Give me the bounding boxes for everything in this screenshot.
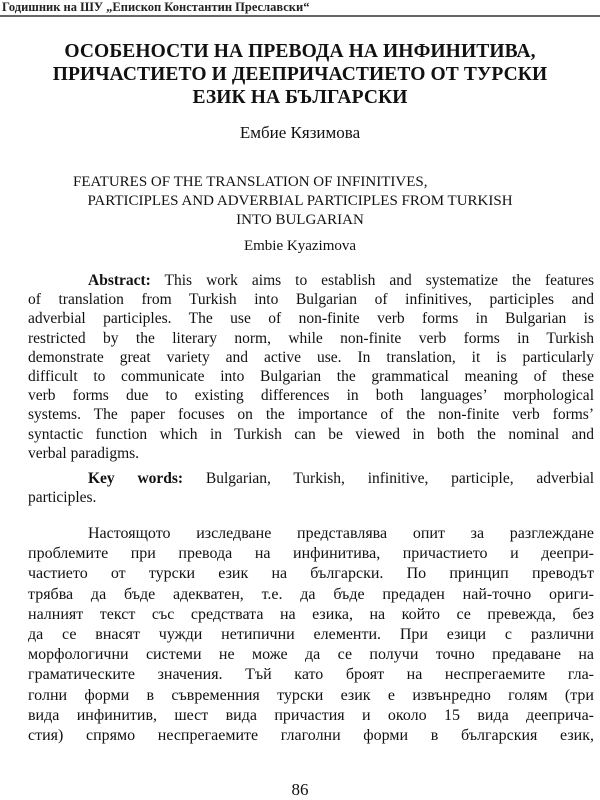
- body-line: стия) спрямо неспрегаемите глаголни форми в българския език,: [28, 727, 594, 745]
- abstract-line: restricted by the literary norm, while non-finite verb forms in Turkish: [28, 329, 594, 347]
- abstract-line: demonstrate great variety and active use. In translation, it is particularly: [28, 348, 594, 366]
- abstract-line: verb forms due to existing differences in both languages’ morphological: [28, 387, 594, 405]
- title-line: INTO BULGARIAN: [236, 212, 364, 228]
- author-english: Embie Kyazimova: [243, 238, 357, 254]
- abstract-line: difficult to communicate into Bulgarian the grammatical meaning of these: [28, 368, 594, 386]
- running-head: Годишник на ШУ „Епископ Константин Преславски“: [2, 0, 310, 14]
- abstract-line: adverbial participles. The use of non-finite verb forms in Bulgarian is: [28, 310, 594, 328]
- body-line: морфологични системи не може да се получи точно предаване на: [28, 646, 594, 664]
- abstract: [28, 271, 594, 463]
- body-line: частието от турски език на български. По принцип преводът: [28, 565, 594, 583]
- abstract-line: systems. The paper focuses on the importance of the non-finite verb forms’: [28, 406, 594, 424]
- author-bulgarian: Ембие Кязимова: [239, 123, 361, 142]
- title-line: ЕЗИК НА БЪЛГАРСКИ: [192, 87, 408, 108]
- body-line: да се внасят чужди нетипични елементи. При езици с различни: [28, 626, 594, 644]
- abstract-line: verbal paradigms.: [28, 444, 140, 462]
- abstract-line: syntactic function which in Turkish can be viewed in both the nominal and: [28, 425, 594, 443]
- title-line: ОСОБЕНОСТИ НА ПРЕВОДА НА ИНФИНИТИВА,: [64, 41, 536, 62]
- title-line: ПРИЧАСТИЕТО И ДЕЕПРИЧАСТИЕТО ОТ ТУРСКИ: [52, 64, 548, 85]
- body-line: Настоящото изследване представлява опит за разглеждане: [88, 525, 594, 542]
- body-line: трябва да бъде адекватен, т.е. да бъде предаден най-точно ориги-: [28, 585, 594, 603]
- keywords-line: participles.: [28, 489, 97, 507]
- title-bulgarian: [0, 40, 600, 109]
- header-divider: [0, 15, 600, 17]
- body-line: граматическите значения. Тъй като броят на неспрегаемите гла-: [28, 666, 594, 684]
- body-line: проблемите при превода на инфинитива, причастието и деепри-: [28, 545, 594, 563]
- keywords-line: Key words: Bulgarian, Turkish, infinitive, participle, adverbial: [88, 470, 595, 487]
- abstract-line: of translation from Turkish into Bulgarian of infinitives, participles and: [28, 291, 594, 309]
- abstract-line: Abstract: This work aims to establish and systematize the features: [88, 272, 594, 289]
- body-paragraph: [28, 524, 594, 746]
- body-line: налният текст със средствата на езика, на който се превежда, без: [28, 605, 594, 623]
- title-line: PARTICIPLES AND ADVERBIAL PARTICIPLES FROM TURKISH: [87, 193, 513, 209]
- title-english: [0, 173, 600, 230]
- abstract-label: Abstract:: [88, 272, 151, 289]
- keywords: [28, 469, 594, 507]
- title-line: FEATURES OF THE TRANSLATION OF INFINITIVES,: [73, 174, 428, 190]
- page-number: 86: [291, 780, 309, 799]
- keywords-label: Key words:: [88, 470, 184, 487]
- body-line: вида инфинитив, шест вида причастия и около 15 вида дееприча-: [28, 706, 594, 724]
- body-line: голни форми в съвременния турски език е извънредно голям (три: [28, 686, 594, 704]
